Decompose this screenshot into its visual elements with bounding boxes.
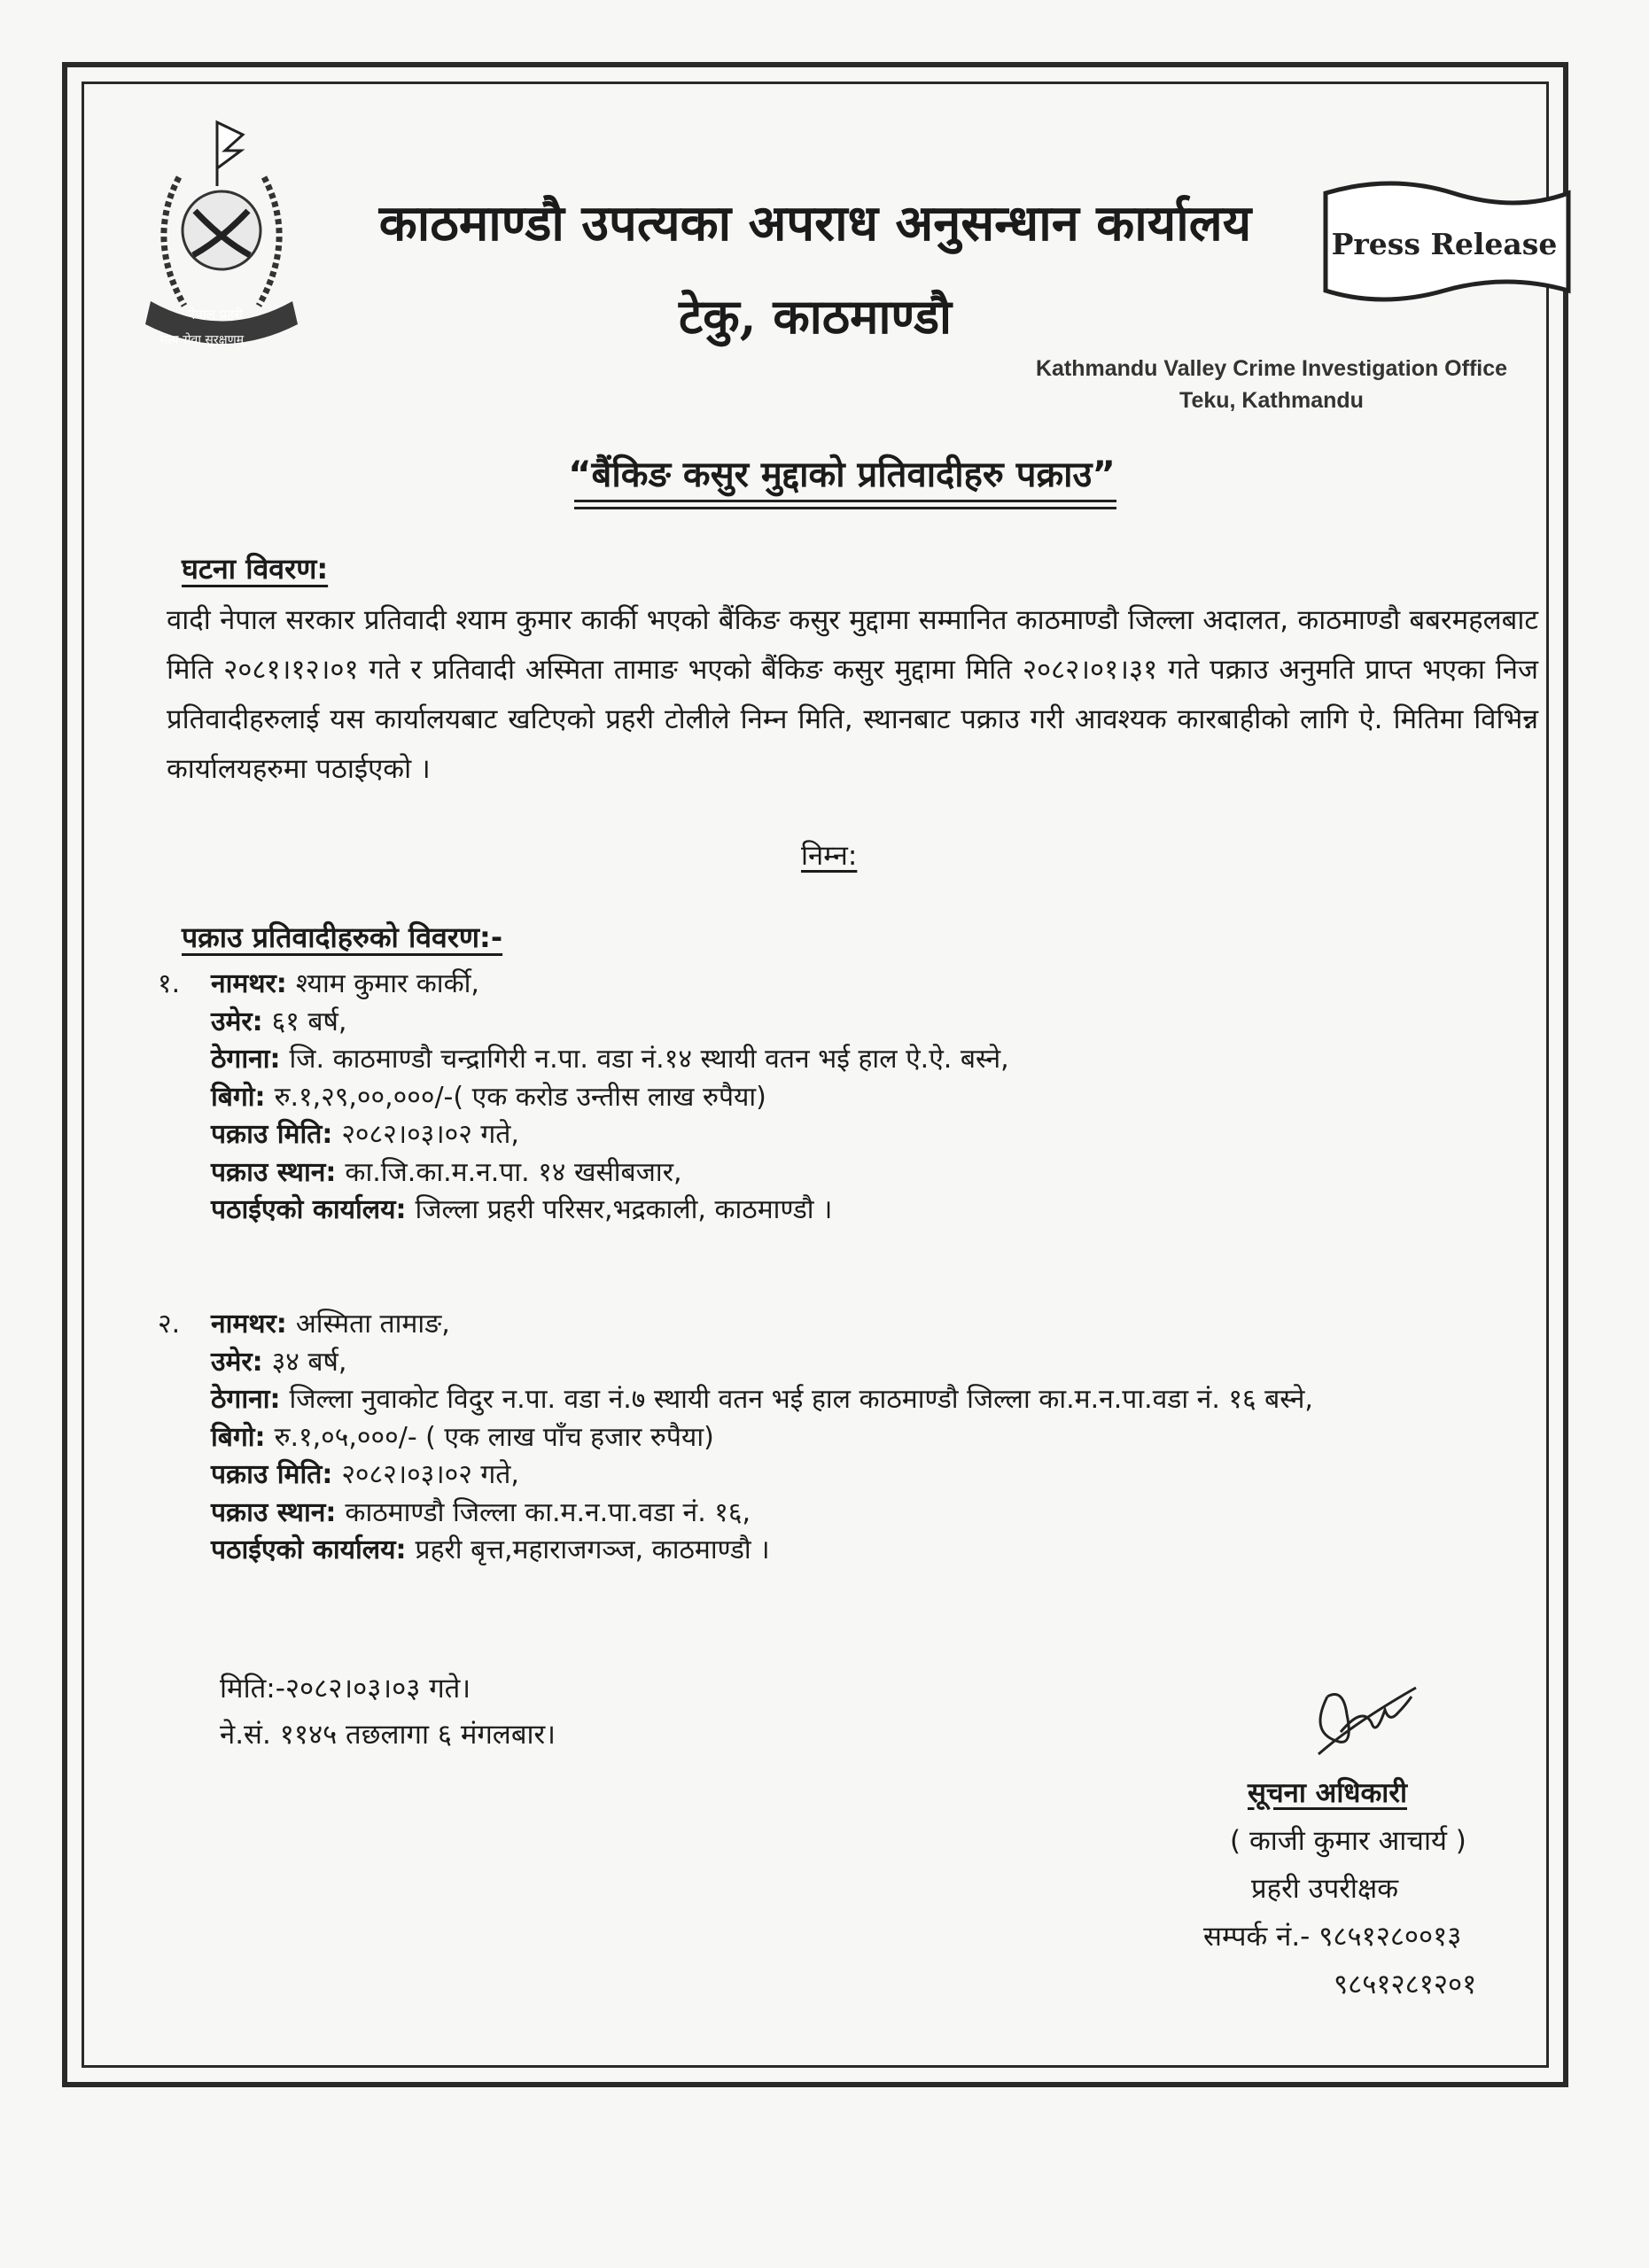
contact-number-2: ९८५१२८१२०१ [1334,1969,1477,2000]
arrest-place-label: पक्राउ स्थान: [211,1156,337,1188]
press-release-label: Press Release [1331,227,1558,261]
address-value: जिल्ला नुवाकोट विदुर न.पा. वडा नं.७ स्थायी वतन भई हाल काठमाण्डौ जिल्ला का.म.न.पा.वडा नं. १६ बस्ने, [289,1384,1313,1415]
name-label: नामथर: [211,968,287,999]
signatory-rank: प्रहरी उपरीक्षक [1251,1873,1399,1905]
amount-value: रु.१,२९,००,०००/-( एक करोड उन्तीस लाख रुपैया) [274,1081,766,1113]
incident-heading: घटना विवरण: [182,552,329,586]
arrest-date-value: २०८२।०३।०२ गते, [341,1459,519,1490]
sent-office-value: प्रहरी बृत्त,महाराजगञ्ज, काठमाण्डौ । [415,1534,770,1565]
office-location: टेकु, काठमाण्डौ [679,288,952,345]
arrest-date-label: पक्राउ मिति: [211,1119,333,1150]
age-value: ६१ बर्ष, [271,1006,347,1037]
amount-value: रु.१,०५,०००/- ( एक लाख पाँच हजार रुपैया) [274,1421,714,1453]
arrest-place-label: पक्राउ स्थान: [211,1496,337,1528]
release-date [220,1666,556,1758]
signatory-name: ( काजी कुमार आचार्य ) [1230,1825,1466,1857]
sent-office-label: पठाईएको कार्यालय: [211,1194,407,1225]
sent-office-label: पठाईएको कार्यालय: [211,1534,407,1565]
nepal-police-emblem [133,115,310,354]
record-number: १. [158,968,181,999]
age-label: उमेर: [211,1006,263,1037]
press-headline: “बैंकिङ कसुर मुद्दाको प्रतिवादीहरु पक्राउ” [568,454,1116,495]
emblem-text-top: नेपाल प्रहरी [188,307,244,322]
arrest-date-label: पक्राउ मिति: [211,1459,333,1490]
emblem-text-bottom: सत्य सेवा सुरक्षणम् [159,333,245,347]
office-title: काठमाण्डौ उपत्यका अपराध अनुसन्धान कार्यालय [378,194,1252,252]
amount-label: बिगो: [211,1421,266,1453]
headline-underline [574,500,1116,502]
defendant-record-1 [158,966,1540,1230]
name-value: श्याम कुमार कार्की, [295,968,479,999]
signatory-title: सूचना अधिकारी [1248,1777,1407,1809]
release-date-bs: मिति:-२०८२।०३।०३ गते। [220,1673,471,1705]
incident-paragraph: वादी नेपाल सरकार प्रतिवादी श्याम कुमार कार्की भएको बैंकिङ कसुर मुद्दामा सम्मानित काठमाण्डौ जिल्ला अदालत, काठमाण्डौ बबरमहलबाट मिति २०८१।१२।०१ गते र प्रतिवादी अस्मिता तामाङ भएको बैंकिङ कसुर मुद्दामा मिति २०८२।०१।३१ गते पक्राउ अनुमति प्राप्त भएका निज प्रतिवादीहरुलाई यस कार्यालयबाट खटिएको प्रहरी टोलीले निम्न मिति, स्थानबाट पक्राउ गरी आवश्यक कारबाहीको लागि ऐ. मितिमा विभिन्न कार्यालयहरुमा पठाईएको । [167,604,1538,785]
headline-underline-double [574,507,1116,509]
handwritten-signature [1301,1670,1425,1767]
defendant-record-2 [158,1306,1540,1570]
arrest-place-value: का.जि.का.म.न.पा. १४ खसीबजार, [345,1156,682,1188]
address-value: जि. काठमाण्डौ चन्द्रागिरी न.पा. वडा नं.१४ स्थायी वतन भई हाल ऐ.ऐ. बस्ने, [289,1044,1009,1075]
english-office-name [992,353,1551,416]
following-heading: निम्न: [801,840,858,872]
sent-office-value: जिल्ला प्रहरी परिसर,भद्रकाली, काठमाण्डौ । [415,1194,833,1225]
address-label: ठेगाना: [211,1384,281,1415]
arrest-place-value: काठमाण्डौ जिल्ला का.म.न.पा.वडा नं. १६, [345,1496,751,1528]
arrested-heading: पक्राउ प्रतिवादीहरुको विवरण:- [182,920,503,954]
english-office-line: Kathmandu Valley Crime Investigation Office [1035,356,1508,381]
age-label: उमेर: [211,1346,263,1378]
age-value: ३४ बर्ष, [271,1346,347,1378]
contact-number-1: सम्पर्क नं.- ९८५१२८००१३ [1203,1921,1462,1953]
amount-label: बिगो: [211,1081,266,1113]
name-label: नामथर: [211,1309,287,1340]
arrest-date-value: २०८२।०३।०२ गते, [341,1119,519,1150]
name-value: अस्मिता तामाङ, [295,1309,450,1340]
english-location-line: Teku, Kathmandu [1179,388,1364,413]
release-date-ns: ने.सं. ११४५ तछलागा ६ मंगलबार। [220,1719,556,1751]
address-label: ठेगाना: [211,1044,281,1075]
record-number: २. [158,1309,181,1340]
